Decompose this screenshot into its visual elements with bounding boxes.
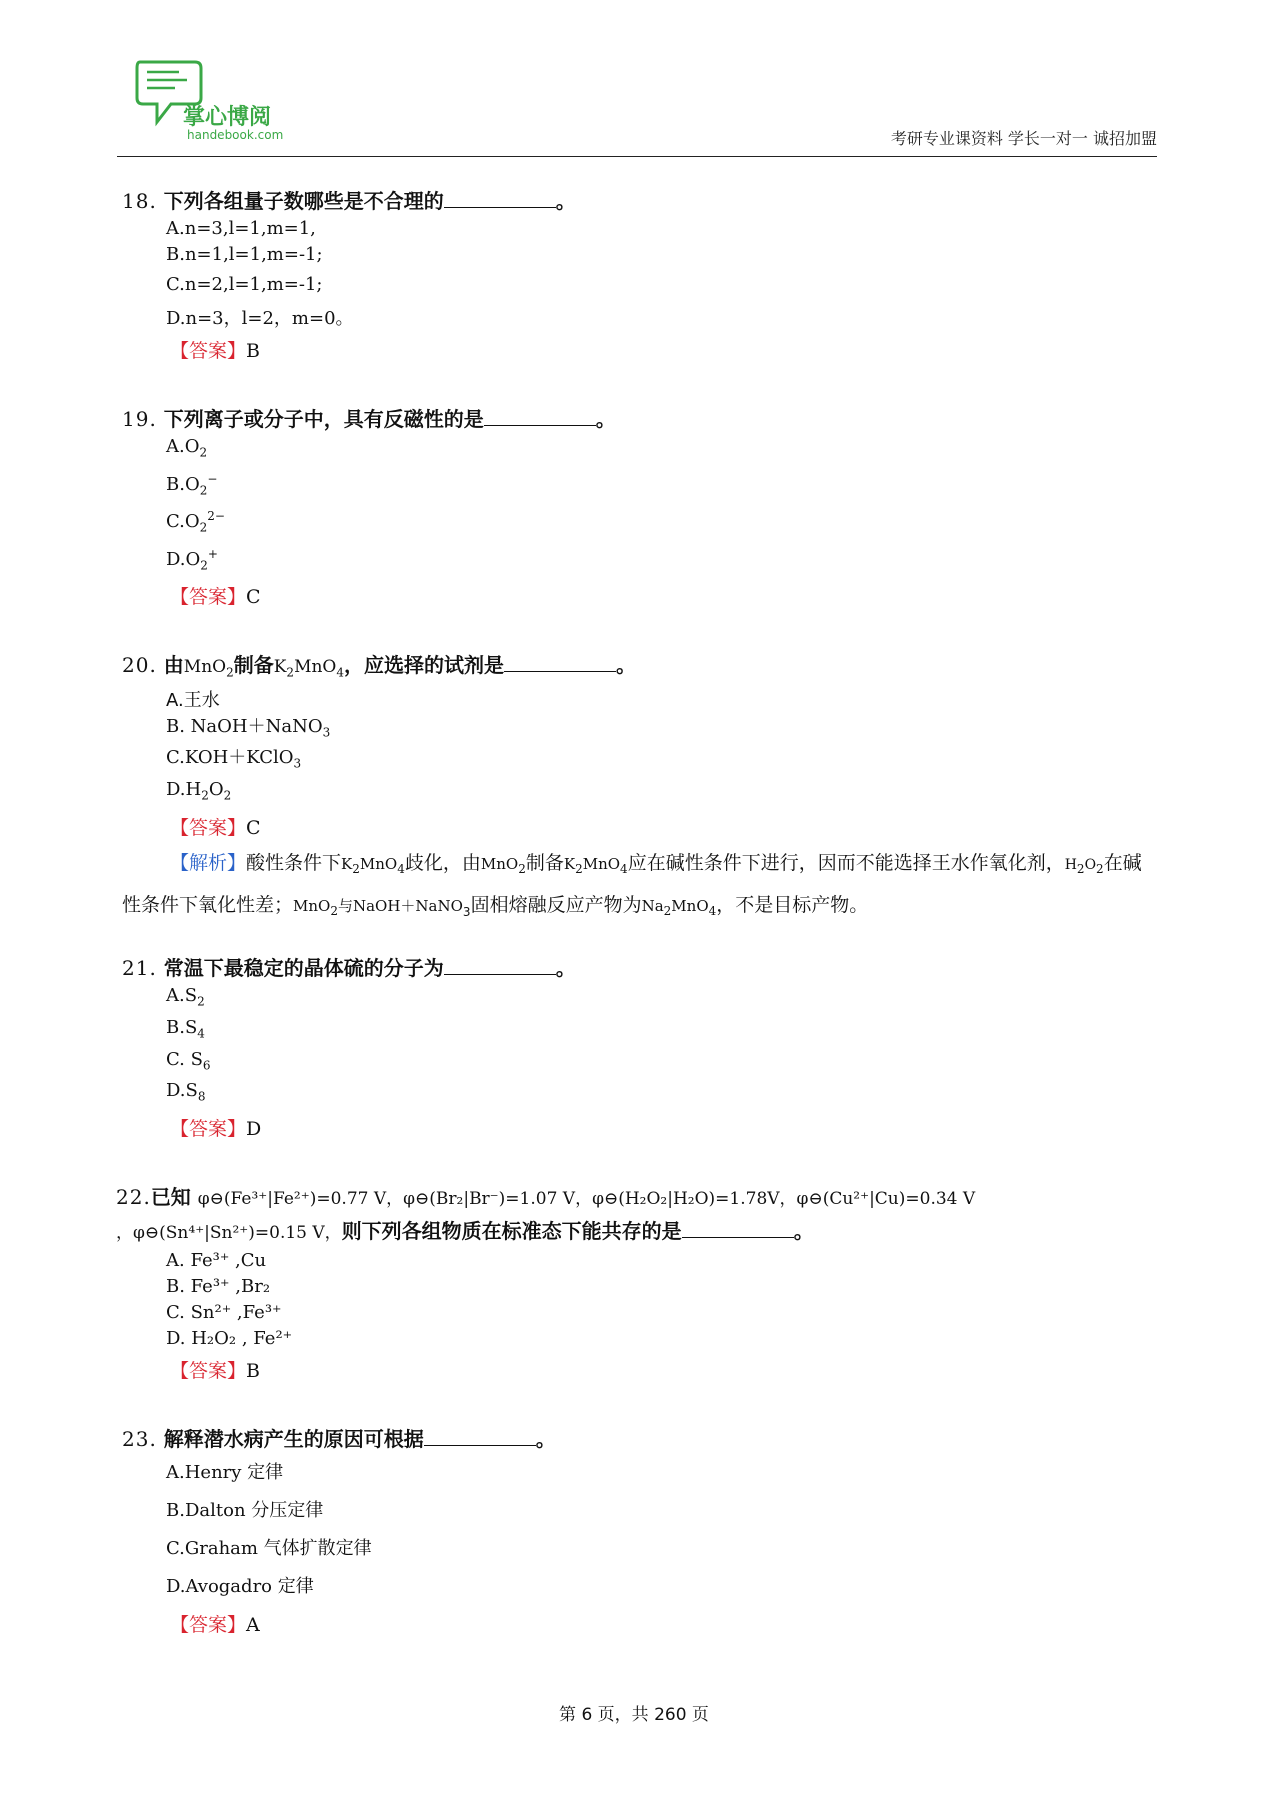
- option-b: B. NaOH＋NaNO$_3$: [166, 715, 331, 740]
- option-a: A.王水: [166, 689, 220, 711]
- answer-value: B: [246, 1359, 260, 1382]
- option-d: $D.H_2O_2$: [166, 778, 232, 803]
- question-text: 常温下最稳定的晶体硫的分子为: [163, 956, 444, 981]
- option-a: A.n=3,l=1,m=1,: [166, 218, 316, 239]
- header-divider: [117, 156, 1157, 157]
- options: [122, 688, 1157, 809]
- question-21: [122, 953, 1157, 1145]
- answer-value: C: [246, 586, 261, 609]
- question-number: 22.: [116, 1184, 151, 1209]
- answer-blank: [504, 653, 616, 672]
- answer-label: 【答案】: [170, 586, 247, 609]
- question-title: [116, 1182, 1157, 1214]
- options: [122, 434, 1157, 578]
- page-content: [116, 186, 1157, 1642]
- page-number: 第 6 页，共 260 页: [559, 1705, 709, 1725]
- question-text: 由: [163, 653, 184, 678]
- answer-blank: [424, 1427, 536, 1446]
- option-c: C.Graham 气体扩散定律: [166, 1537, 372, 1559]
- question-title: [122, 1424, 1157, 1454]
- answer-blank: [682, 1219, 794, 1238]
- question-number: 20.: [122, 653, 157, 678]
- option-b: B. Fe³⁺ ,Br₂: [166, 1275, 271, 1297]
- option-b: $B.S_4$: [166, 1016, 205, 1041]
- question-23: [122, 1424, 1157, 1642]
- options: [122, 216, 1157, 332]
- options: [122, 1248, 1157, 1352]
- period: 。: [616, 653, 636, 678]
- question-title: [122, 404, 1157, 434]
- option-d: D.n=3，l=2，m=0。: [166, 308, 354, 329]
- question-20: [122, 650, 1157, 929]
- question-text: ，应选择的试剂是: [344, 653, 504, 678]
- answer-label: 【答案】: [170, 340, 247, 362]
- period: 。: [793, 1218, 814, 1243]
- potentials: ，φ⊖(Sn⁴⁺|Sn²⁺)=0.15 V，: [116, 1222, 342, 1243]
- question-number: 21.: [122, 956, 157, 981]
- question-text: 制备: [233, 653, 274, 678]
- analysis-label: 【解析】: [170, 851, 247, 874]
- answer-blank: [444, 956, 556, 975]
- options: [122, 1454, 1157, 1606]
- option-d: D.Avogadro 定律: [166, 1575, 314, 1597]
- period: 。: [555, 956, 576, 981]
- option-b: B.n=1,l=1,m=-1;: [166, 244, 323, 265]
- logo-url: handebook.com: [187, 128, 284, 142]
- option-a: A. Fe³⁺ ,Cu: [166, 1249, 267, 1271]
- option-c: C. Sn²⁺ ,Fe³⁺: [166, 1301, 282, 1323]
- answer-blank: [444, 189, 556, 208]
- question-number: 19.: [122, 407, 157, 431]
- answer-blank: [484, 407, 596, 426]
- question-title-line2: [116, 1216, 1157, 1248]
- option-c: C.KOH＋KClO$_3$: [166, 747, 302, 771]
- option-c: C.n=2,l=1,m=-1;: [166, 274, 323, 295]
- question-22: [116, 1182, 1157, 1388]
- period: 。: [535, 1426, 556, 1451]
- analysis: 【解析】酸性条件下$K_2MnO_4$歧化，由MnO$_2$制备$K_2MnO_4$应在碱性条件下进行，因而不能选择王水作氧化剂，$H_2O_2$在碱性条件下氧化性差；MnO$_2$与NaOH＋NaNO$_3$固相熔融反应产物为$Na_2MnO_4$，不是目标产物。: [122, 851, 1142, 919]
- options: [122, 983, 1157, 1109]
- answer-line: [122, 1112, 1157, 1146]
- page-header: [117, 60, 1157, 157]
- answer-label: 【答案】: [170, 1359, 247, 1382]
- option-d: $D.S_8$: [166, 1080, 206, 1104]
- question-text: 下列各组量子数哪些是不合理的: [163, 189, 444, 213]
- answer-label: 【答案】: [170, 1613, 247, 1636]
- answer-line: [122, 1608, 1157, 1642]
- question-19: [122, 404, 1157, 614]
- question-text: 则下列各组物质在标准态下能共存的是: [341, 1218, 682, 1243]
- question-number: 18.: [122, 189, 157, 213]
- option-a: $A.O_2$: [166, 436, 208, 460]
- question-text: 已知: [150, 1184, 191, 1209]
- question-text: 下列离子或分子中，具有反磁性的是: [163, 407, 484, 431]
- period: 。: [595, 407, 616, 431]
- option-c: $C.O_2^{2-}$: [166, 509, 225, 535]
- answer-line: [122, 334, 1157, 368]
- answer-line: [122, 580, 1157, 614]
- answer-value: B: [246, 340, 260, 362]
- logo: [135, 60, 285, 150]
- period: 。: [555, 189, 576, 213]
- answer-label: 【答案】: [170, 816, 247, 839]
- answer-value: A: [246, 1613, 260, 1636]
- option-b: $B.O_2^-$: [166, 471, 218, 498]
- answer-value: C: [246, 816, 261, 839]
- option-c: C. $S_6$: [166, 1048, 211, 1073]
- potentials: φ⊖(Fe³⁺|Fe²⁺)=0.77 V，φ⊖(Br₂|Br⁻)=1.07 V，φ⊖(H₂O₂|H₂O)=1.78V，φ⊖(Cu²⁺|Cu)=0.34 V: [197, 1188, 976, 1209]
- question-number: 23.: [122, 1426, 157, 1451]
- answer-line: [122, 811, 1157, 845]
- question-title: [122, 953, 1157, 983]
- answer-line: [122, 1354, 1157, 1388]
- question-title: 20. 由MnO$_2$制备$K_2MnO_4$，应选择的试剂是 。: [122, 653, 636, 680]
- option-a: A.Henry 定律: [166, 1461, 284, 1483]
- question-text: 解释潜水病产生的原因可根据: [163, 1426, 424, 1451]
- answer-label: 【答案】: [170, 1117, 247, 1140]
- question-title: [122, 186, 1157, 216]
- header-slogan: 考研专业课资料 学长一对一 诚招加盟: [890, 129, 1157, 148]
- option-a: $A.S_2$: [166, 985, 205, 1009]
- question-18: [122, 186, 1157, 368]
- option-d: D. H₂O₂ , Fe²⁺: [166, 1327, 293, 1349]
- option-b: B.Dalton 分压定律: [166, 1499, 324, 1521]
- answer-value: D: [246, 1117, 262, 1140]
- logo-text: 掌心博阅: [183, 105, 272, 130]
- option-d: $D.O_2^+$: [166, 546, 218, 573]
